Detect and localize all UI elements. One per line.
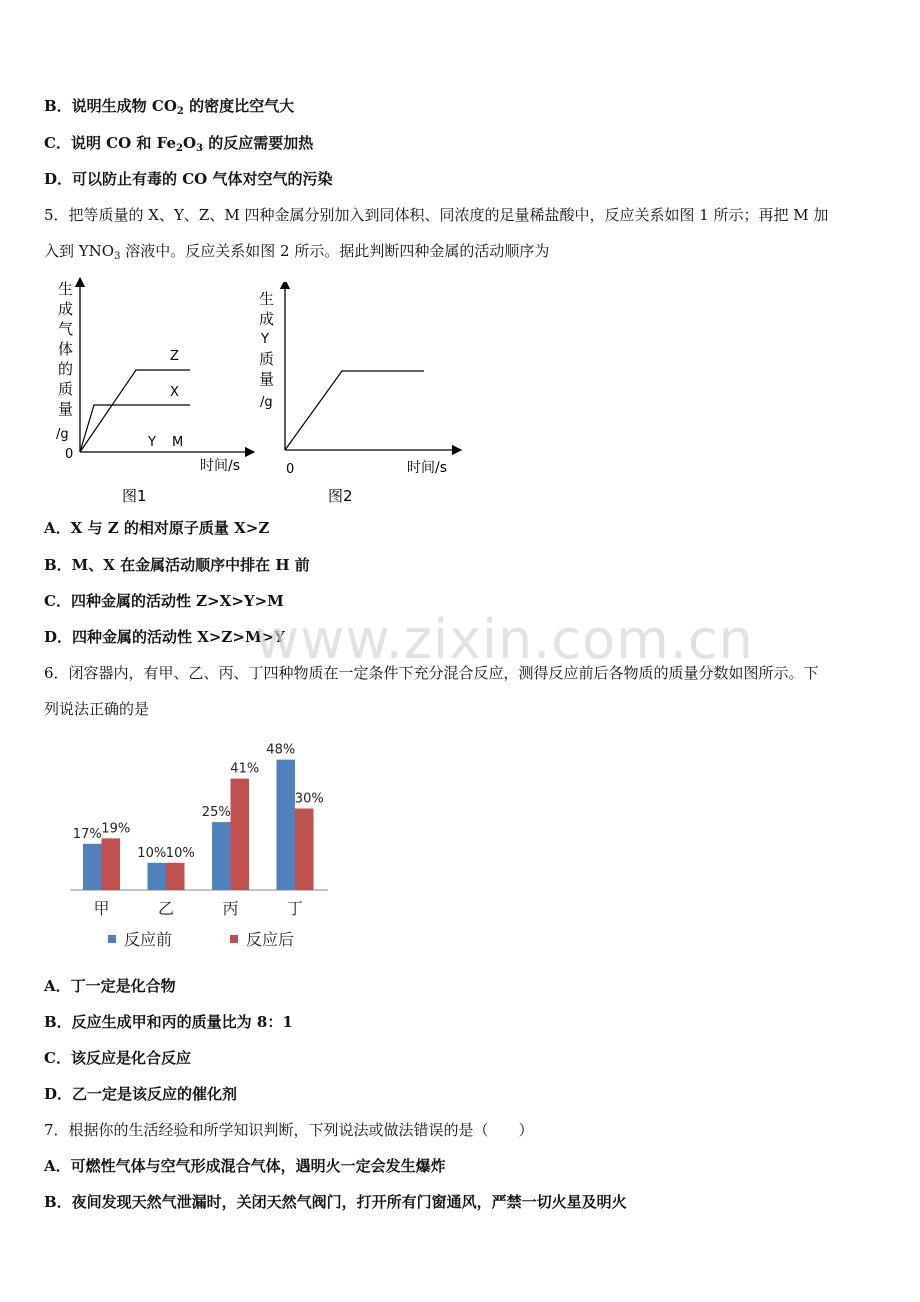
legend-swatch-反应前 <box>108 935 116 943</box>
fig2-xlabel: 时间/s <box>407 460 448 476</box>
bar-chart <box>50 735 350 965</box>
fig2-ylabel-2: Y <box>261 332 269 347</box>
bar-label-乙-反应后: 10% <box>165 845 195 861</box>
fig1-xlabel: 时间/s <box>200 458 241 474</box>
fig2-caption: 图2 <box>328 487 353 505</box>
bar-丁-反应前 <box>277 760 296 890</box>
q6-stem-line1: 6．闭容器内，有甲、乙、丙、丁四种物质在一定条件下充分混合反应，测得反应前后各物质的质量分数如图所示。下 <box>44 664 819 682</box>
q6-option-d: D．乙一定是该反应的催化剂 <box>44 1085 238 1103</box>
bar-label-丙-反应后: 41% <box>230 761 260 777</box>
category-label-甲: 甲 <box>93 899 110 918</box>
fig2-ylabel-1: 成 <box>259 310 275 328</box>
legend-swatch-反应后 <box>230 935 238 943</box>
bar-label-丁-反应前: 48% <box>266 742 296 758</box>
fig1-label-z: Z <box>170 349 179 364</box>
fig1-ylabel-0: 生 <box>58 280 74 298</box>
bar-丁-反应后 <box>295 809 314 890</box>
fig1-ylabel-4: 的 <box>58 360 74 378</box>
bar-label-丁-反应后: 30% <box>294 791 324 807</box>
q6-option-c: C．该反应是化合反应 <box>44 1049 191 1067</box>
legend-label-反应前: 反应前 <box>124 930 173 949</box>
bar-甲-反应后 <box>102 838 121 890</box>
fig1-ylabel-2: 气 <box>58 320 74 338</box>
fig1-caption: 图1 <box>122 487 147 505</box>
fig1-label-y: Y <box>148 435 156 450</box>
fig1-label-m: M <box>172 435 184 450</box>
fig2-ylabel-4: 量 <box>259 370 275 388</box>
q6-stem-line2: 列说法正确的是 <box>44 700 150 718</box>
q5-option-a: A．X 与 Z 的相对原子质量 X>Z <box>44 519 270 537</box>
bar-乙-反应后 <box>166 863 185 890</box>
q7-stem: 7．根据你的生活经验和所学知识判断，下列说法或做法错误的是（ ） <box>44 1121 534 1139</box>
fig2-line <box>285 371 424 450</box>
bar-甲-反应前 <box>83 844 102 890</box>
q4-option-d: D．可以防止有毒的 CO 气体对空气的污染 <box>44 170 333 188</box>
q6-option-a: A．丁一定是化合物 <box>44 977 176 995</box>
q5-stem-line1: 5．把等质量的 X、Y、Z、M 四种金属分别加入到同体积、同浓度的足量稀盐酸中，反应关系如图 1 所示；再把 M 加 <box>44 206 829 224</box>
q4-option-b: B．说明生成物 $CO_2$ 的密度比空气大 <box>44 97 295 117</box>
q5-option-b: B．M、X 在金属活动顺序中排在 H 前 <box>44 556 310 574</box>
fig1-ylabel-1: 成 <box>58 300 74 318</box>
watermark: www.zixin.com.cn <box>255 608 754 671</box>
bar-乙-反应前 <box>148 863 167 890</box>
figure-1 <box>50 272 260 512</box>
fig2-ylabel-0: 生 <box>259 290 275 308</box>
bar-label-甲-反应前: 17% <box>72 826 102 842</box>
category-label-乙: 乙 <box>157 899 175 918</box>
figure-2 <box>252 282 467 512</box>
fig1-ylabel-6: 量 <box>58 400 74 418</box>
q5-stem-line2: 入到 $YNO_3$ 溶液中。反应关系如图 2 所示。据此判断四种金属的活动顺序为 <box>44 242 550 262</box>
fig1-origin: 0 <box>65 447 74 462</box>
q7-option-b: B．夜间发现天然气泄漏时，关闭天然气阀门，打开所有门窗通风，严禁一切火星及明火 <box>44 1193 627 1211</box>
category-label-丙: 丙 <box>222 899 239 918</box>
fig1-ylabel-3: 体 <box>58 340 74 358</box>
q5-option-d: D．四种金属的活动性 X>Z>M>Y <box>44 628 285 646</box>
q4-option-c: C．说明 CO 和 $Fe_2O_3$ 的反应需要加热 <box>44 134 314 154</box>
bar-label-丙-反应前: 25% <box>201 805 231 821</box>
fig1-ylabel-5: 质 <box>58 380 74 398</box>
fig2-origin: 0 <box>286 462 295 477</box>
bar-丙-反应前 <box>212 822 231 890</box>
legend-label-反应后: 反应后 <box>246 930 295 949</box>
fig1-ylabel-7: /g <box>56 427 69 442</box>
fig2-ylabel-5: /g <box>260 395 273 410</box>
bar-label-甲-反应后: 19% <box>101 821 131 837</box>
q7-option-a: A．可燃性气体与空气形成混合气体，遇明火一定会发生爆炸 <box>44 1157 446 1175</box>
q6-option-b: B．反应生成甲和丙的质量比为 8：1 <box>44 1013 293 1031</box>
bar-label-乙-反应前: 10% <box>137 845 167 861</box>
fig2-ylabel-3: 质 <box>259 350 275 368</box>
bar-丙-反应后 <box>231 779 250 890</box>
q5-option-c: C．四种金属的活动性 Z>X>Y>M <box>44 592 284 610</box>
fig1-label-x: X <box>170 385 179 400</box>
category-label-丁: 丁 <box>286 899 304 918</box>
